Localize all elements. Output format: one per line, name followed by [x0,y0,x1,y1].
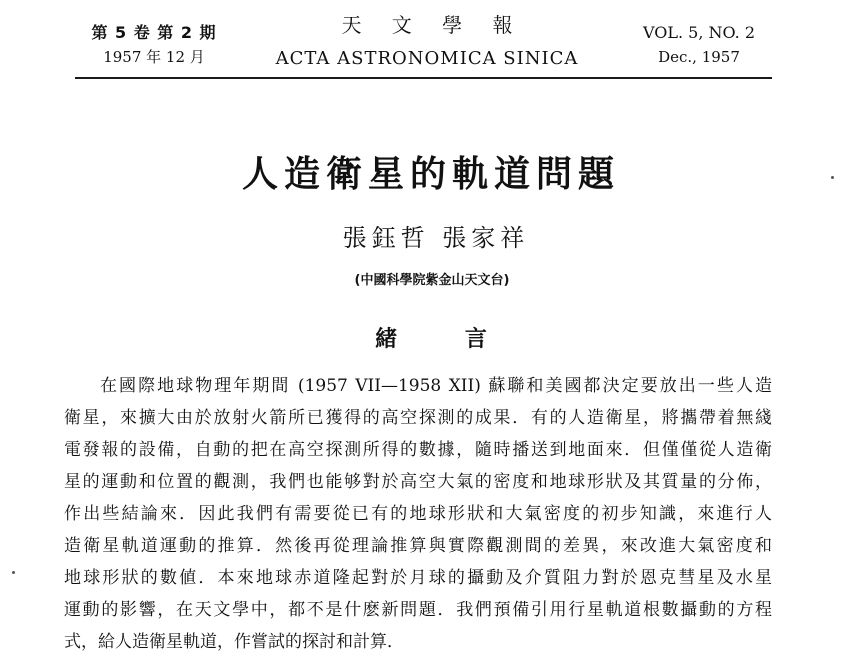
header-right [624,22,774,69]
volume-issue-cn: 第 5 卷 第 2 期 [91,23,217,42]
header-center [262,12,592,71]
paragraph-line: 運動的影響，在天文學中，都不是什麽新問題．我們預備引用行星軌道根數攝動的方程 [64,600,772,620]
paragraph-line: 電發報的設備，自動的把在高空探測所得的數據，隨時播送到地面來．但僅僅從人造衛 [64,440,772,460]
journal-title-en: ACTA ASTRONOMICA SINICA [275,48,579,69]
article-title: 人造衛星的軌道問題 [241,154,620,195]
paragraph-line: 作出些結論來．因此我們有需要從已有的地球形狀和大氣密度的初步知識，來進行人 [64,504,772,524]
section-title: 緒 言 [375,327,517,352]
paragraph-line: 星的運動和位置的觀測，我們也能够對於高空大氣的密度和地球形狀及其質量的分佈， [64,472,772,492]
paragraph-line: 地球形狀的數値．本來地球赤道隆起對於月球的攝動及介質阻力對於恩克彗星及水星 [64,568,772,588]
paragraph-line: 衛星，來擴大由於放射火箭所已獲得的高空探測的成果．有的人造衛星，將攜帶着無綫 [64,408,772,428]
date-cn: 1957 年 12 月 [103,48,205,66]
article-affiliation: (中國科學院紫金山天文台) [354,273,510,288]
scan-speck [831,176,834,179]
article-authors: 張鈺哲 張家祥 [342,224,530,252]
scan-speck [12,571,15,574]
paragraph-line: 造衛星軌道運動的推算．然後再從理論推算與實際觀測間的差異，來改進大氣密度和 [64,536,772,556]
volume-issue-en: VOL. 5, NO. 2 [642,23,756,42]
header-left [88,22,220,69]
header-rule [75,77,772,79]
paragraph-line: 式，給人造衛星軌道，作嘗試的探討和計算． [64,632,404,652]
journal-title-cn: 天 文 學 報 [341,13,525,37]
date-en: Dec., 1957 [658,48,740,66]
paragraph-line: 在國際地球物理年期間 (1957 VII—1958 XII) 蘇聯和美國都決定要放出一些人造 [100,376,772,396]
